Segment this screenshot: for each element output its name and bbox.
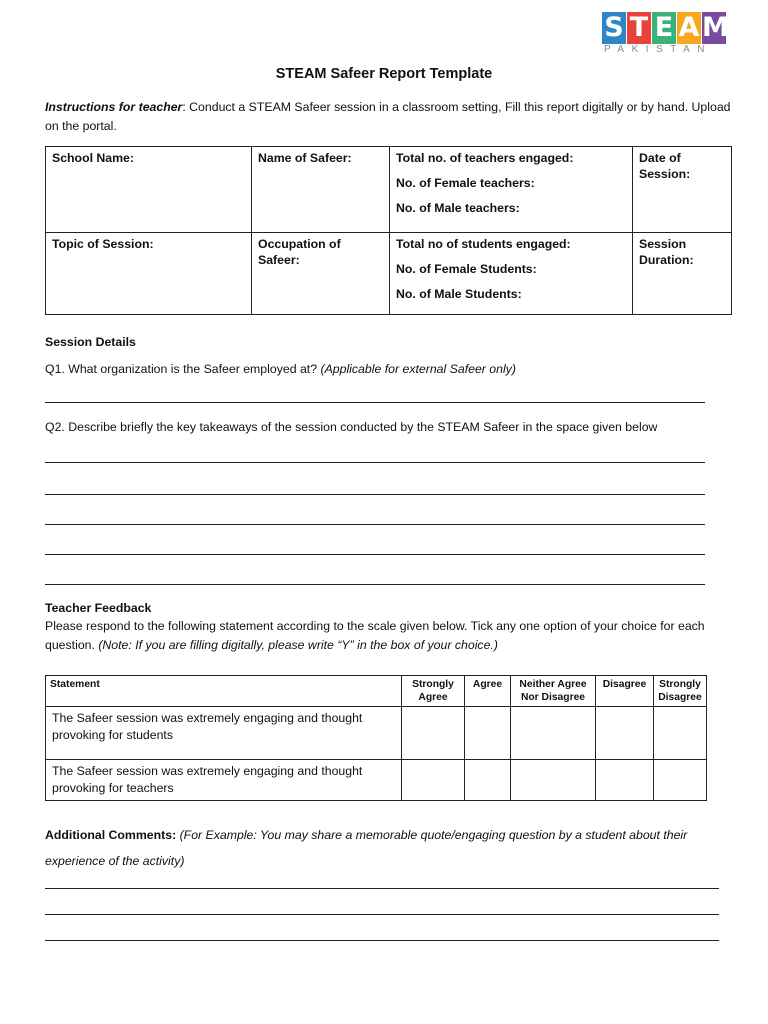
occupation-cell[interactable]: Occupation of Safeer: — [252, 233, 390, 315]
feedback-table — [45, 675, 707, 801]
agree-box[interactable] — [465, 760, 511, 801]
instructions-label: Instructions for teacher — [45, 100, 183, 114]
logo-subtitle: PAKISTAN — [604, 44, 712, 55]
logo-letter: T — [627, 12, 651, 44]
strongly-agree-box[interactable] — [402, 707, 465, 760]
instructions — [45, 98, 735, 136]
logo-letter: E — [652, 12, 676, 44]
school-name-cell[interactable]: School Name: — [46, 147, 252, 233]
teacher-feedback-heading: Teacher Feedback — [45, 601, 152, 615]
table-row — [46, 707, 707, 760]
neither-box[interactable] — [511, 760, 596, 801]
comment-line[interactable] — [45, 940, 719, 941]
students-engaged-cell[interactable]: Total no of students engaged: No. of Female Students: No. of Male Students: — [390, 233, 633, 315]
col-strongly-agree: Strongly Agree — [402, 676, 465, 707]
logo-letter: S — [602, 12, 626, 44]
date-of-session-cell[interactable]: Date of Session: — [633, 147, 732, 233]
answer-line[interactable] — [45, 462, 705, 463]
comment-line[interactable] — [45, 888, 719, 889]
steam-pakistan-logo — [602, 12, 732, 58]
table-row — [46, 760, 707, 801]
col-statement: Statement — [46, 676, 402, 707]
question-2: Q2. Describe briefly the key takeaways of the session conducted by the STEAM Safeer in the space given below — [45, 420, 658, 434]
disagree-box[interactable] — [596, 707, 654, 760]
comment-line[interactable] — [45, 914, 719, 915]
statement-cell: The Safeer session was extremely engaging and thought provoking for teachers — [46, 760, 402, 801]
logo-letter: A — [678, 12, 700, 43]
col-neither: Neither Agree Nor Disagree — [511, 676, 596, 707]
answer-line[interactable] — [45, 494, 705, 495]
neither-box[interactable] — [511, 707, 596, 760]
page-title: STEAM Safeer Report Template — [275, 66, 493, 82]
answer-line[interactable] — [45, 524, 705, 525]
answer-line[interactable] — [45, 402, 705, 403]
topic-cell[interactable]: Topic of Session: — [46, 233, 252, 315]
instructions-text: : Conduct a STEAM Safeer session in a classroom setting, Fill this report digitally or by hand. Upload on the portal. — [45, 100, 731, 133]
feedback-instructions: Please respond to the following statement according to the scale given below. Tick any one option of your choice for each question. (Note: If you are filling digitally, please write “Y” in the box of your choice.) — [45, 619, 705, 652]
session-duration-cell[interactable]: Session Duration: — [633, 233, 732, 315]
strongly-disagree-box[interactable] — [654, 707, 707, 760]
session-details-heading: Session Details — [45, 335, 136, 349]
teachers-engaged-cell[interactable]: Total no. of teachers engaged: No. of Female teachers: No. of Male teachers: — [390, 147, 633, 233]
strongly-disagree-box[interactable] — [654, 760, 707, 801]
session-info-table — [45, 146, 732, 315]
safeer-name-cell[interactable]: Name of Safeer: — [252, 147, 390, 233]
disagree-box[interactable] — [596, 760, 654, 801]
answer-line[interactable] — [45, 584, 705, 585]
agree-box[interactable] — [465, 707, 511, 760]
strongly-agree-box[interactable] — [402, 760, 465, 801]
question-1: Q1. What organization is the Safeer employed at? (Applicable for external Safeer only) — [45, 362, 516, 376]
col-agree: Agree — [465, 676, 511, 707]
statement-cell: The Safeer session was extremely engaging and thought provoking for students — [46, 707, 402, 760]
logo-letter: M — [702, 12, 729, 43]
col-strongly-disagree: Strongly Disagree — [654, 676, 707, 707]
answer-line[interactable] — [45, 554, 705, 555]
col-disagree: Disagree — [596, 676, 654, 707]
additional-comments: Additional Comments: (For Example: You may share a memorable quote/engaging question by a student about their experience of the activity) — [45, 828, 688, 868]
